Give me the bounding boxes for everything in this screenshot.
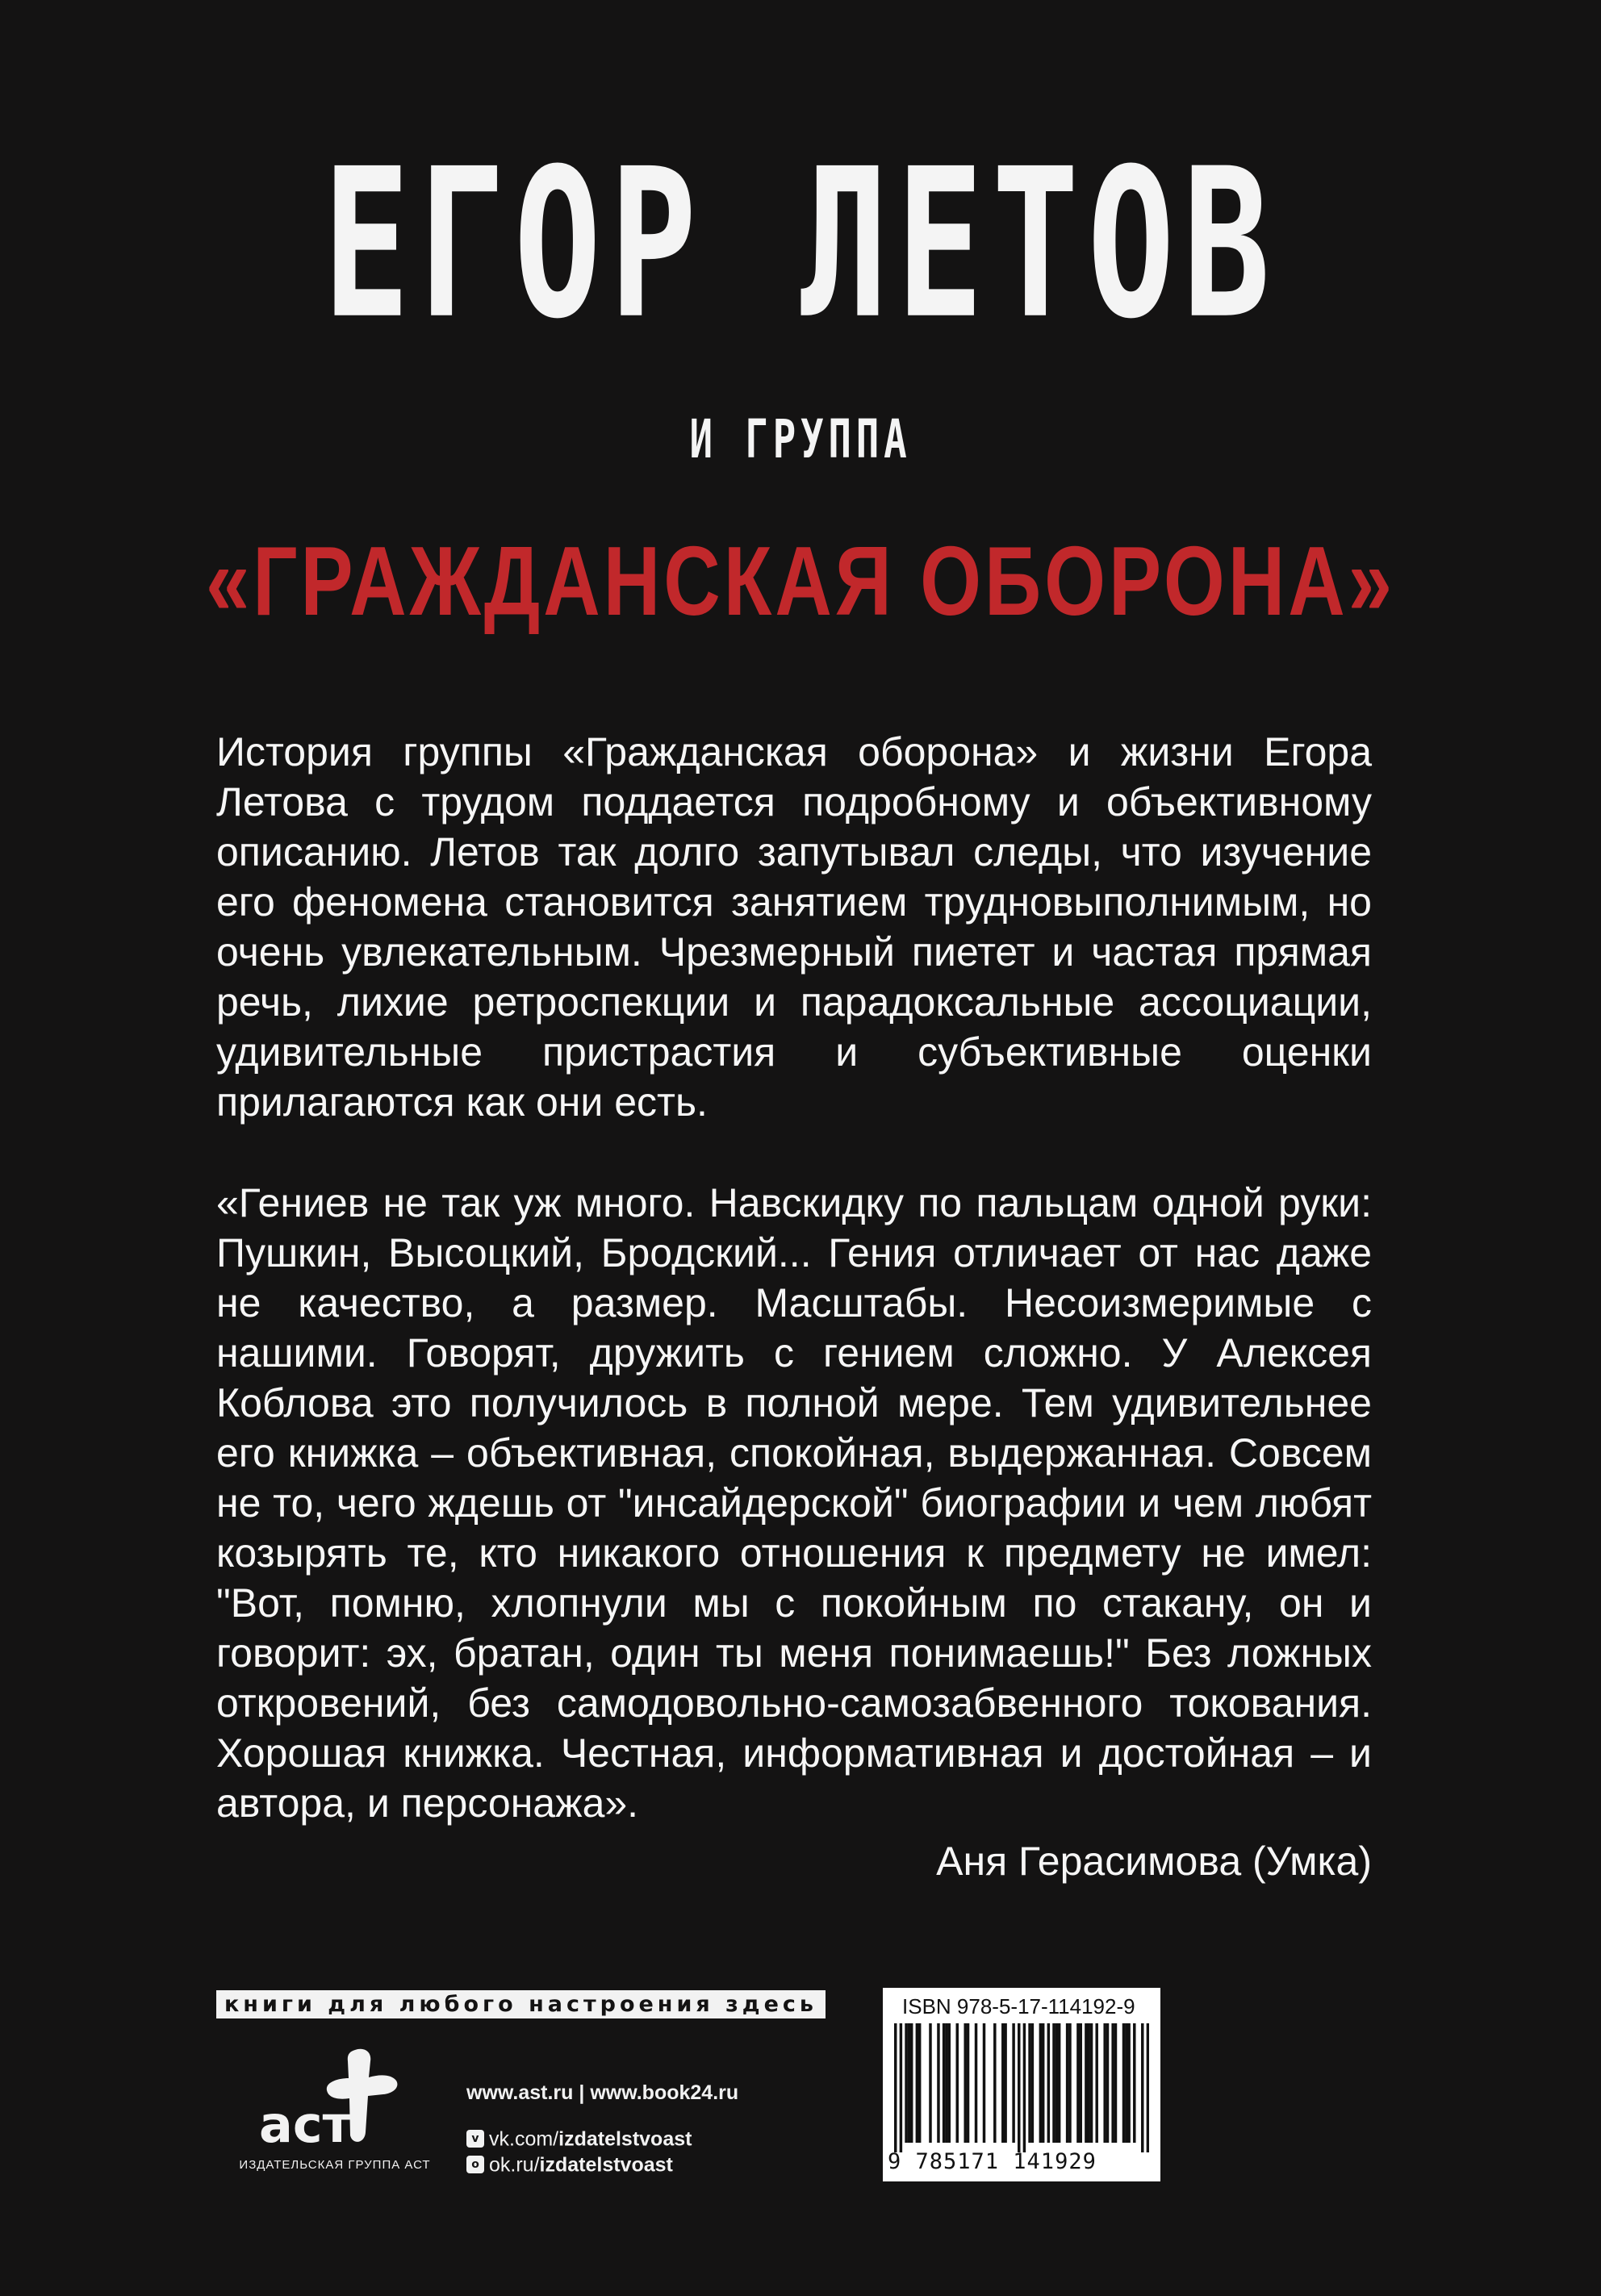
- barcode-bar: [945, 2023, 947, 2143]
- publisher-caption: ИЗДАТЕЛЬСКАЯ ГРУППА АСТ: [239, 2158, 431, 2172]
- barcode-bar: [905, 2023, 907, 2143]
- barcode-bar: [1080, 2023, 1082, 2143]
- barcode-bar: [918, 2023, 921, 2143]
- cover-author-title: ЕГОР ЛЕТОВ: [322, 124, 1279, 364]
- book-description: История группы «Гражданская оборона» и жизни Егора Летова с трудом поддается подробному и объективному описанию. Летов так долго запутывал следы, что изучение его феномена становится занятием трудновыполнимым, но очень увлекательным. Чрезмерный пиетет и частая прямая речь, лихие ретроспекции и парадоксальные ассоциации, удивительные пристрастия и субъективные оценки прилагаются как они есть.: [216, 729, 1372, 1125]
- barcode-bar: [1125, 2023, 1127, 2143]
- barcode-bar: [1066, 2023, 1068, 2143]
- websites-link[interactable]: www.ast.ru | www.book24.ru: [466, 2081, 739, 2104]
- barcode-bar: [937, 2023, 939, 2143]
- barcode-bar: [929, 2023, 931, 2143]
- barcode-bar: [1122, 2023, 1125, 2143]
- barcode-bar: [1028, 2023, 1030, 2143]
- barcode-bar: [1068, 2023, 1071, 2143]
- barcode-bar: [1141, 2023, 1143, 2152]
- barcode-bar: [1047, 2023, 1050, 2143]
- isbn-barcode: [883, 1988, 1160, 2181]
- barcode-bar: [975, 2023, 977, 2143]
- ok-prefix: ok.ru/: [489, 2153, 540, 2177]
- publisher-links: [466, 2080, 738, 2177]
- barcode-bar: [967, 2023, 969, 2143]
- isbn-label: ISBN 978-5-17-114192-9: [902, 1994, 1135, 2018]
- barcode-bar: [1012, 2023, 1014, 2143]
- barcode-bar: [1031, 2023, 1034, 2143]
- barcode-bar: [993, 2023, 996, 2143]
- barcode-bar: [916, 2023, 918, 2143]
- ean-digits: 9 785171 141929: [888, 2149, 1097, 2174]
- logo-wordmark: аст: [259, 2095, 352, 2154]
- barcode-bar: [948, 2023, 951, 2143]
- ok-icon: o: [466, 2156, 484, 2173]
- barcode-bar: [1076, 2023, 1079, 2143]
- barcode-bar: [1018, 2023, 1020, 2152]
- barcode-bar: [1090, 2023, 1093, 2143]
- vk-icon: v: [466, 2130, 484, 2148]
- vk-handle: izdatelstvoast: [558, 2127, 692, 2151]
- publisher-logo: [230, 2045, 440, 2174]
- barcode-bar: [1127, 2023, 1130, 2143]
- review-quote: «Гениев не так уж много. Навскидку по пальцам одной руки: Пушкин, Высоцкий, Бродский... Гения отличает от нас даже не качество, а размер. Масштабы. Несоизмеримые с нашими. Говорят, дружить с гением сложно. У Алексея Коблова это получилось в полной мере. Тем удивительнее его книжка – объективная, спокойная, выдержанная. Совсем не то, чего ждешь от "инсайдерской" биографии и чем любят козырять те, кто никакого отношения к предмету не имел: "Вот, помню, хлопнули мы с покойным по стакану, он и говорит: эх, братан, один ты меня понимаешь!" Без ложных откровений, без самодовольно-самозабвенного токования. Хорошая книжка. Честная, информативная и достойная – и автора, и персонажа».: [216, 1180, 1372, 1826]
- barcode-bar: [908, 2023, 910, 2143]
- barcode-bar: [910, 2023, 913, 2143]
- ok-link[interactable]: [466, 2151, 738, 2177]
- barcode-bar: [1001, 2023, 1004, 2143]
- barcode-bar: [1095, 2023, 1097, 2143]
- cover-band-name: «ГРАЖДАНСКАЯ ОБОРОНА»: [205, 526, 1396, 636]
- barcode-bar: [1042, 2023, 1044, 2143]
- barcode-bar: [943, 2023, 945, 2143]
- ok-handle: izdatelstvoast: [539, 2153, 673, 2177]
- barcode-bar: [1133, 2023, 1135, 2143]
- barcode-icon: [894, 2023, 1149, 2152]
- barcode-bar: [1052, 2023, 1055, 2143]
- barcode-bar: [1004, 2023, 1006, 2143]
- slogan-bar: книги для любого настроения здесь: [216, 1990, 826, 2018]
- ast-logo-icon: [254, 2045, 416, 2154]
- barcode-bar: [894, 2023, 897, 2152]
- barcode-bar: [1111, 2023, 1114, 2143]
- barcode-bar: [1023, 2023, 1026, 2152]
- quote-author: Аня Герасимова (Умка): [936, 1839, 1372, 1884]
- barcode-bar: [964, 2023, 966, 2143]
- barcode-bar: [1085, 2023, 1087, 2143]
- vk-prefix: vk.com/: [489, 2127, 559, 2151]
- barcode-bar: [1087, 2023, 1089, 2143]
- barcode-bar: [1039, 2023, 1042, 2143]
- barcode-bar: [983, 2023, 985, 2143]
- barcode-bar: [1055, 2023, 1058, 2143]
- barcode-bar: [900, 2023, 902, 2152]
- barcode-bar: [1114, 2023, 1117, 2143]
- cover-subtitle: И ГРУППА: [689, 408, 912, 470]
- vk-link[interactable]: [466, 2125, 738, 2151]
- barcode-bar: [1103, 2023, 1106, 2143]
- barcode-bar: [956, 2023, 959, 2143]
- barcode-bar: [1058, 2023, 1060, 2143]
- barcode-bar: [1106, 2023, 1109, 2143]
- barcode-bar: [1147, 2023, 1149, 2152]
